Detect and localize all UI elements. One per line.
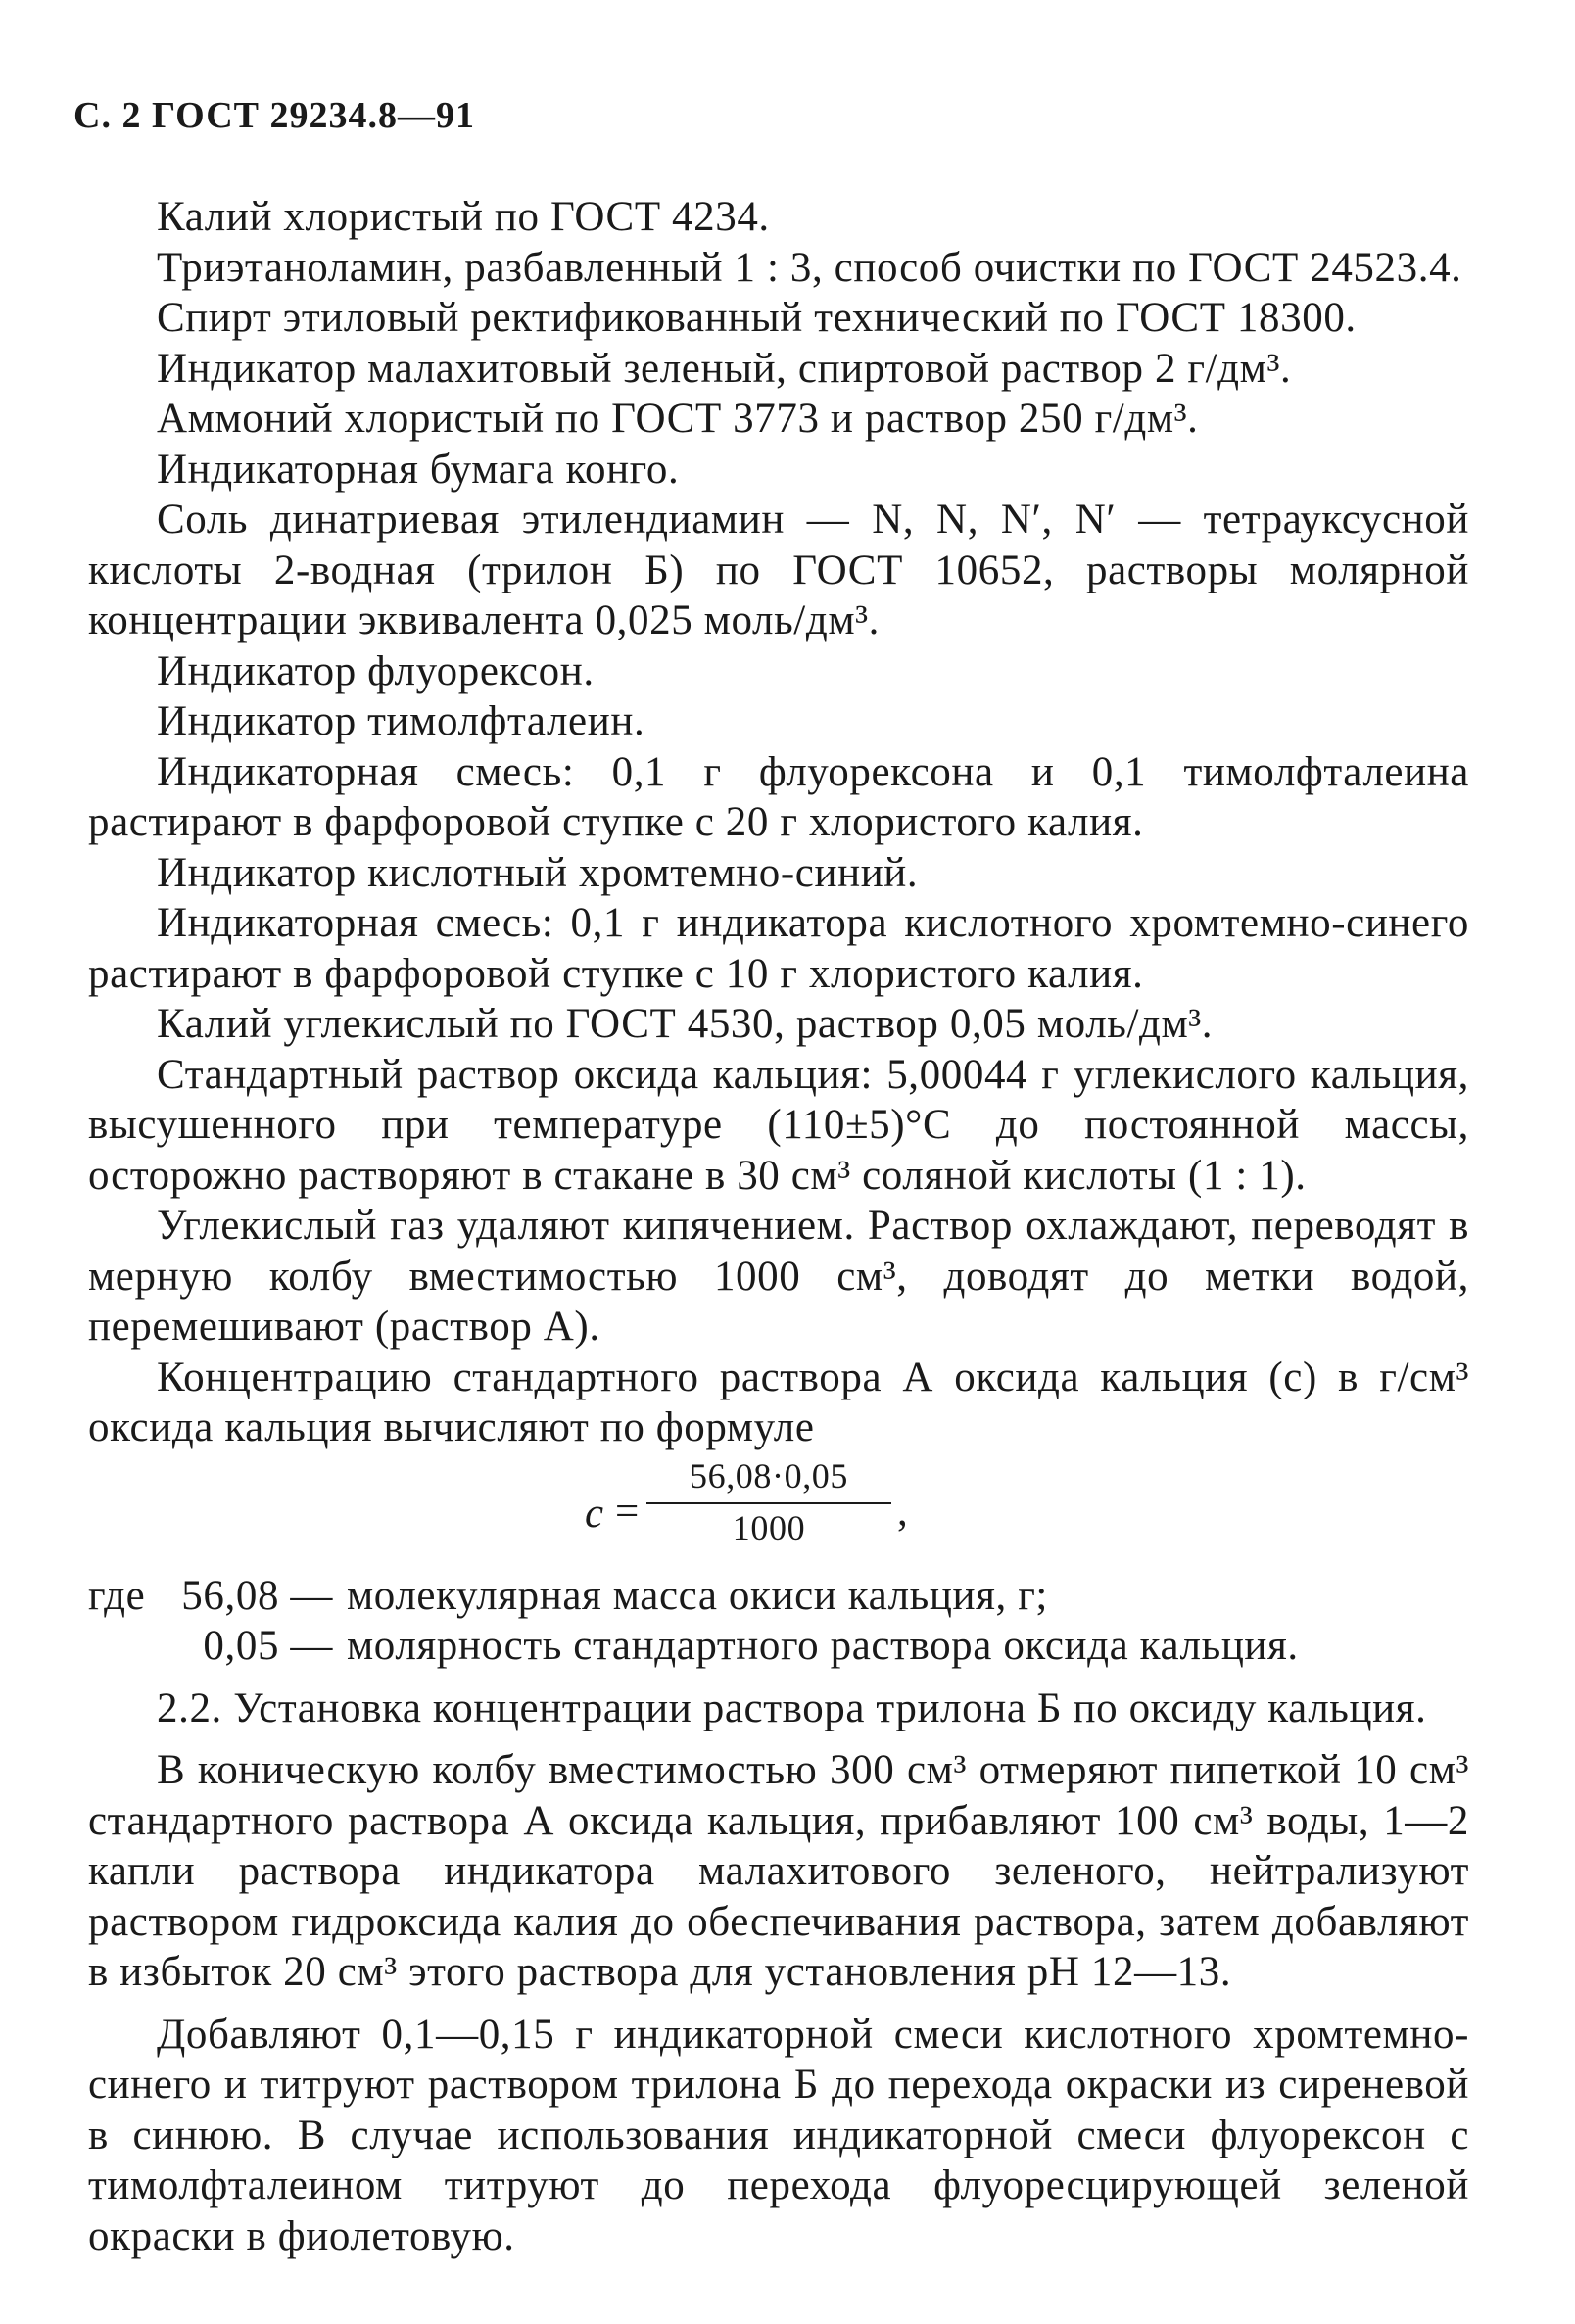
section-heading: 2.2. Установка концентрации раствора трилона Б по оксиду кальция.: [157, 1684, 1427, 1731]
document-body: [88, 192, 1469, 2261]
where-item: [88, 1621, 1469, 1672]
formula-trailing: ,: [897, 1488, 909, 1535]
paragraph: Калий хлористый по ГОСТ 4234.: [157, 194, 770, 240]
formula: [88, 1453, 1469, 1571]
where-symbol: 56,08 —: [181, 1572, 333, 1619]
where-description: молярность стандартного раствора оксида кальция.: [347, 1623, 1299, 1669]
where-description: молекулярная масса окиси кальция, г;: [347, 1572, 1048, 1619]
paragraph: В коническую колбу вместимостью 300 см³ отмеряют пипеткой 10 см³ стандартного раствора А оксида кальция, прибавляют 100 см³ воды, 1—2 капли раствора индикатора малахитового зеленого, нейтрализуют раствором гидроксида калия до обеспечивания раствора, затем добавляют в избыток 20 см³ этого раствора для установления рН 12—13.: [88, 1747, 1469, 1995]
paragraph: Индикаторная смесь: 0,1 г индикатора кислотного хромтемно-синего растирают в фарфоровой ступке с 10 г хлористого калия.: [88, 900, 1469, 997]
formula-variable: с: [585, 1490, 604, 1537]
formula-denominator: 1000: [732, 1507, 806, 1547]
paragraph: Индикаторная смесь: 0,1 г флуорексона и 0,1 тимолфталеина растирают в фарфоровой ступке с 20 г хлористого калия.: [88, 748, 1469, 845]
paragraph: Индикатор тимолфталеин.: [157, 698, 645, 744]
where-symbol: 0,05 —: [203, 1623, 333, 1669]
paragraph: Добавляют 0,1—0,15 г индикаторной смеси кислотного хромтемно-синего и титруют раствором трилона Б до перехода окраски из сиреневой в синюю. В случае использования индикаторной смеси флуорексон с тимолфталеином титруют до перехода флуоресцирующей зеленой окраски в фиолетовую.: [88, 2011, 1469, 2259]
paragraph: Аммоний хлористый по ГОСТ 3773 и раствор 250 г/дм³.: [157, 396, 1199, 442]
paragraph: Индикаторная бумага конго.: [157, 446, 680, 493]
paragraph: Спирт этиловый ректификованный технический по ГОСТ 18300.: [157, 295, 1357, 341]
paragraph: Углекислый газ удаляют кипячением. Раствор охлаждают, переводят в мерную колбу вместимостью 1000 см³, доводят до метки водой, перемешивают (раствор А).: [88, 1203, 1469, 1350]
paragraph: Индикатор кислотный хромтемно-синий.: [157, 849, 919, 896]
formula-fraction: [646, 1453, 891, 1551]
paragraph: Индикатор флуорексон.: [157, 647, 595, 694]
where-label: где: [88, 1572, 146, 1619]
paragraph: Соль динатриевая этилендиамин — N, N, N′, N′ — тетрауксусной кислоты 2-водная (трилон Б) по ГОСТ 10652, растворы молярной концентрации эквивалента 0,025 моль/дм³.: [88, 497, 1469, 643]
formula-equals: =: [615, 1488, 640, 1535]
formula-numerator: 56,08·0,05: [646, 1453, 891, 1504]
paragraph: Стандартный раствор оксида кальция: 5,00044 г углекислого кальция, высушенного при температуре (110±5)°С до постоянной массы, осторожно растворяют в стакане в 30 см³ соляной кислоты (1 : 1).: [88, 1051, 1469, 1199]
where-item: [88, 1571, 1469, 1622]
page-header: С. 2 ГОСТ 29234.8—91: [73, 95, 475, 136]
paragraph: Калий углекислый по ГОСТ 4530, раствор 0,05 моль/дм³.: [157, 1001, 1214, 1047]
paragraph: Индикатор малахитовый зеленый, спиртовой раствор 2 г/дм³.: [157, 345, 1292, 392]
paragraph: Концентрацию стандартного раствора А оксида кальция (с) в г/см³ оксида кальция вычисляют по формуле: [88, 1353, 1469, 1450]
paragraph: Триэтаноламин, разбавленный 1 : 3, способ очистки по ГОСТ 24523.4.: [157, 244, 1462, 291]
